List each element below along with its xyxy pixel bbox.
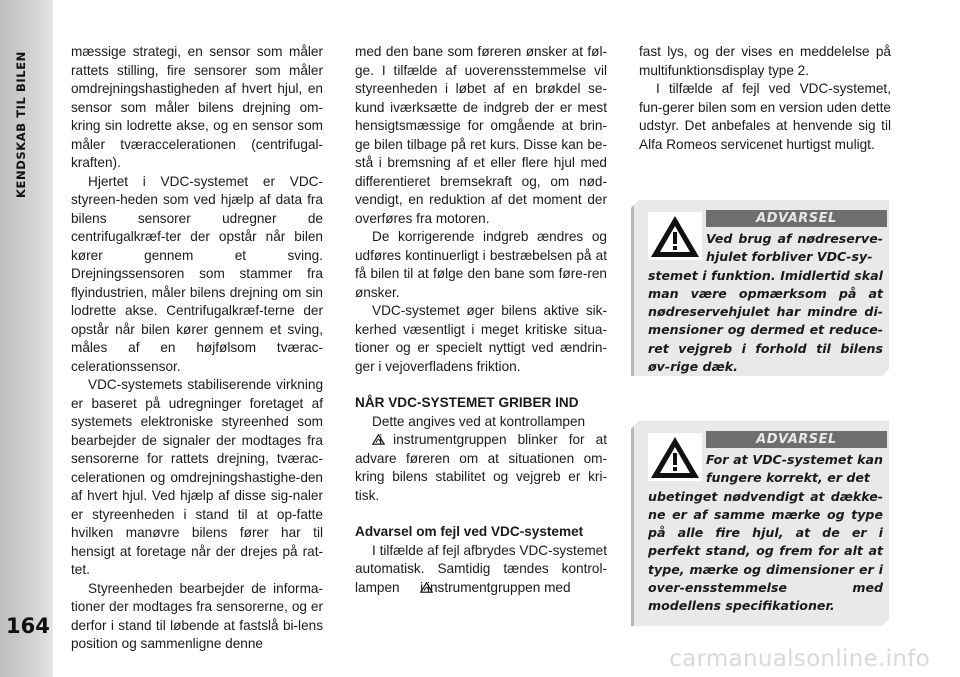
corner-notch	[631, 199, 640, 208]
paragraph: Styreenheden bearbejder de informa-tioner der modtages fra sensorerne, og er derfor i stand til løbende at fastslå bi-lens position og sammenligne denne	[71, 580, 323, 651]
paragraph-text: I tilfælde af fejl afbrydes VDC-systemet automatisk. Samtidig tændes kontrol-lampen	[355, 542, 607, 595]
paragraph-text: Dette angives ved at kontrollampen	[372, 413, 586, 429]
corner-notch	[881, 618, 890, 627]
sidebar	[0, 0, 53, 677]
warning-text	[648, 451, 883, 616]
corner-notch	[631, 420, 640, 429]
warning-text-line: For at VDC-systemet kan fungere korrekt, er det	[706, 452, 883, 486]
warning-text-body: ubetinget nødvendigt at dække-ne er af samme mærke og type på alle fire hjul, at de er i perfekt stand, og frem for alt at type, mærke og dimensioner er i over-ensstemmelse med modellens specifikationer.	[648, 488, 883, 614]
warning-text	[648, 230, 883, 376]
text-column-2	[355, 43, 607, 597]
paragraph	[355, 413, 607, 506]
paragraph: fast lys, og der vises en meddelelse på multifunktionsdisplay type 2.	[639, 44, 891, 78]
paragraph: I tilfælde af fejl ved VDC-systemet, fun-gerer bilen som en version uden dette udstyr. Det anbefales at henvende sig til Alfa Romeos servicenet hurtigst muligt.	[639, 81, 891, 152]
warning-text-line: Ved brug af nødreserve-hjulet forbliver VDC-sy-	[706, 231, 883, 265]
paragraph: VDC-systemet øger bilens aktive sik-kerhed væsentligt i meget kritiske situa-tioner og er specielt nyttigt ved ændrin-ger i vejoverfladens friktion.	[355, 303, 607, 374]
paragraph	[355, 542, 607, 598]
vdc-warning-lamp-icon	[355, 432, 368, 443]
vdc-warning-lamp-icon	[403, 580, 416, 591]
warning-text-body: stemet i funktion. Imidlertid skal man være opmærksom på at nødreservehjulet har mindre di-mensioner og dermed et reduce-ret vejgreb i forhold til bilens øv-rige dæk.	[648, 267, 883, 375]
warning-box	[631, 200, 889, 376]
section-title: KENDSKAB TIL BILEN	[14, 51, 28, 199]
paragraph: mæssige strategi, en sensor som måler rattets stilling, fire sensorer som måler omdrejningshastigheden af hvert hjul, en sensor som måler bilens drejning om-kring sin lodrette akse, og en sensor som måler tværaccelerationen (centrifugal-kraften).	[71, 44, 323, 170]
page-number: 164	[6, 614, 50, 638]
warning-tag: ADVARSEL	[706, 431, 887, 448]
warning-tag: ADVARSEL	[706, 210, 887, 227]
section-heading: NÅR VDC-SYSTEMET GRIBER IND	[355, 395, 579, 410]
paragraph: med den bane som føreren ønsker at føl-ge. I tilfælde af uoverensstemmelse vil styreenheden i løbet af en brøkdel se-kund iværksætte de indgreb der er mest hensigtsmæssige for omgående at brin-ge bilen tilbage på ret kurs. Disse kan be-stå i bremsning af et eller flere hjul med differentieret bremsekraft og, om nød-vendigt, en reduktion af det moment der overføres fra motoren.	[355, 44, 607, 226]
paragraph: De korrigerende indgreb ændres og udføres kontinuerligt i bestræbelsen på at få bilen til at følge den bane som føre-ren ønsker.	[355, 229, 607, 300]
section-heading: Advarsel om fejl ved VDC-systemet	[355, 524, 584, 539]
paragraph: VDC-systemets stabiliserende virkning er baseret på udregninger foretaget af systemets elektroniske styreenhed som bearbejder de signaler der modtages fra sensorerne for rattets drejning, tværac-celerationen og omdrejningshastighe-den af hvert hjul. Ved hjælp af disse sig-naler er styreenheden i stand til at op-fatte hvilken manøvre bilens fører har til hensigt at foretage når der drejes på rat-tet.	[71, 377, 323, 577]
paragraph-text: i instrumentgruppen blinker for at advare føreren om at situationen om-kring bilens stabilitet og vejgreb er kri-tisk.	[355, 432, 607, 503]
paragraph: Hjertet i VDC-systemet er VDC-styreen-heden som ved hjælp af data fra bilens sensorer udregner de centrifugalkræf-ter der opstår når bilen kører gennem et sving. Drejningssensoren som stammer fra flyindustrien, måler bilens drejning om sin lodrette akse. Centrifugalkræf-terne der opstår når bilen kører gennem et sving, måles af en højfølsom tværac-celerationssensor.	[71, 173, 323, 374]
watermark: carmanualsonline.info	[669, 646, 930, 672]
text-column-3	[639, 43, 891, 154]
text-column-1	[71, 43, 323, 654]
paragraph-text: i instrumentgruppen med	[416, 579, 571, 595]
warning-box	[631, 421, 889, 626]
